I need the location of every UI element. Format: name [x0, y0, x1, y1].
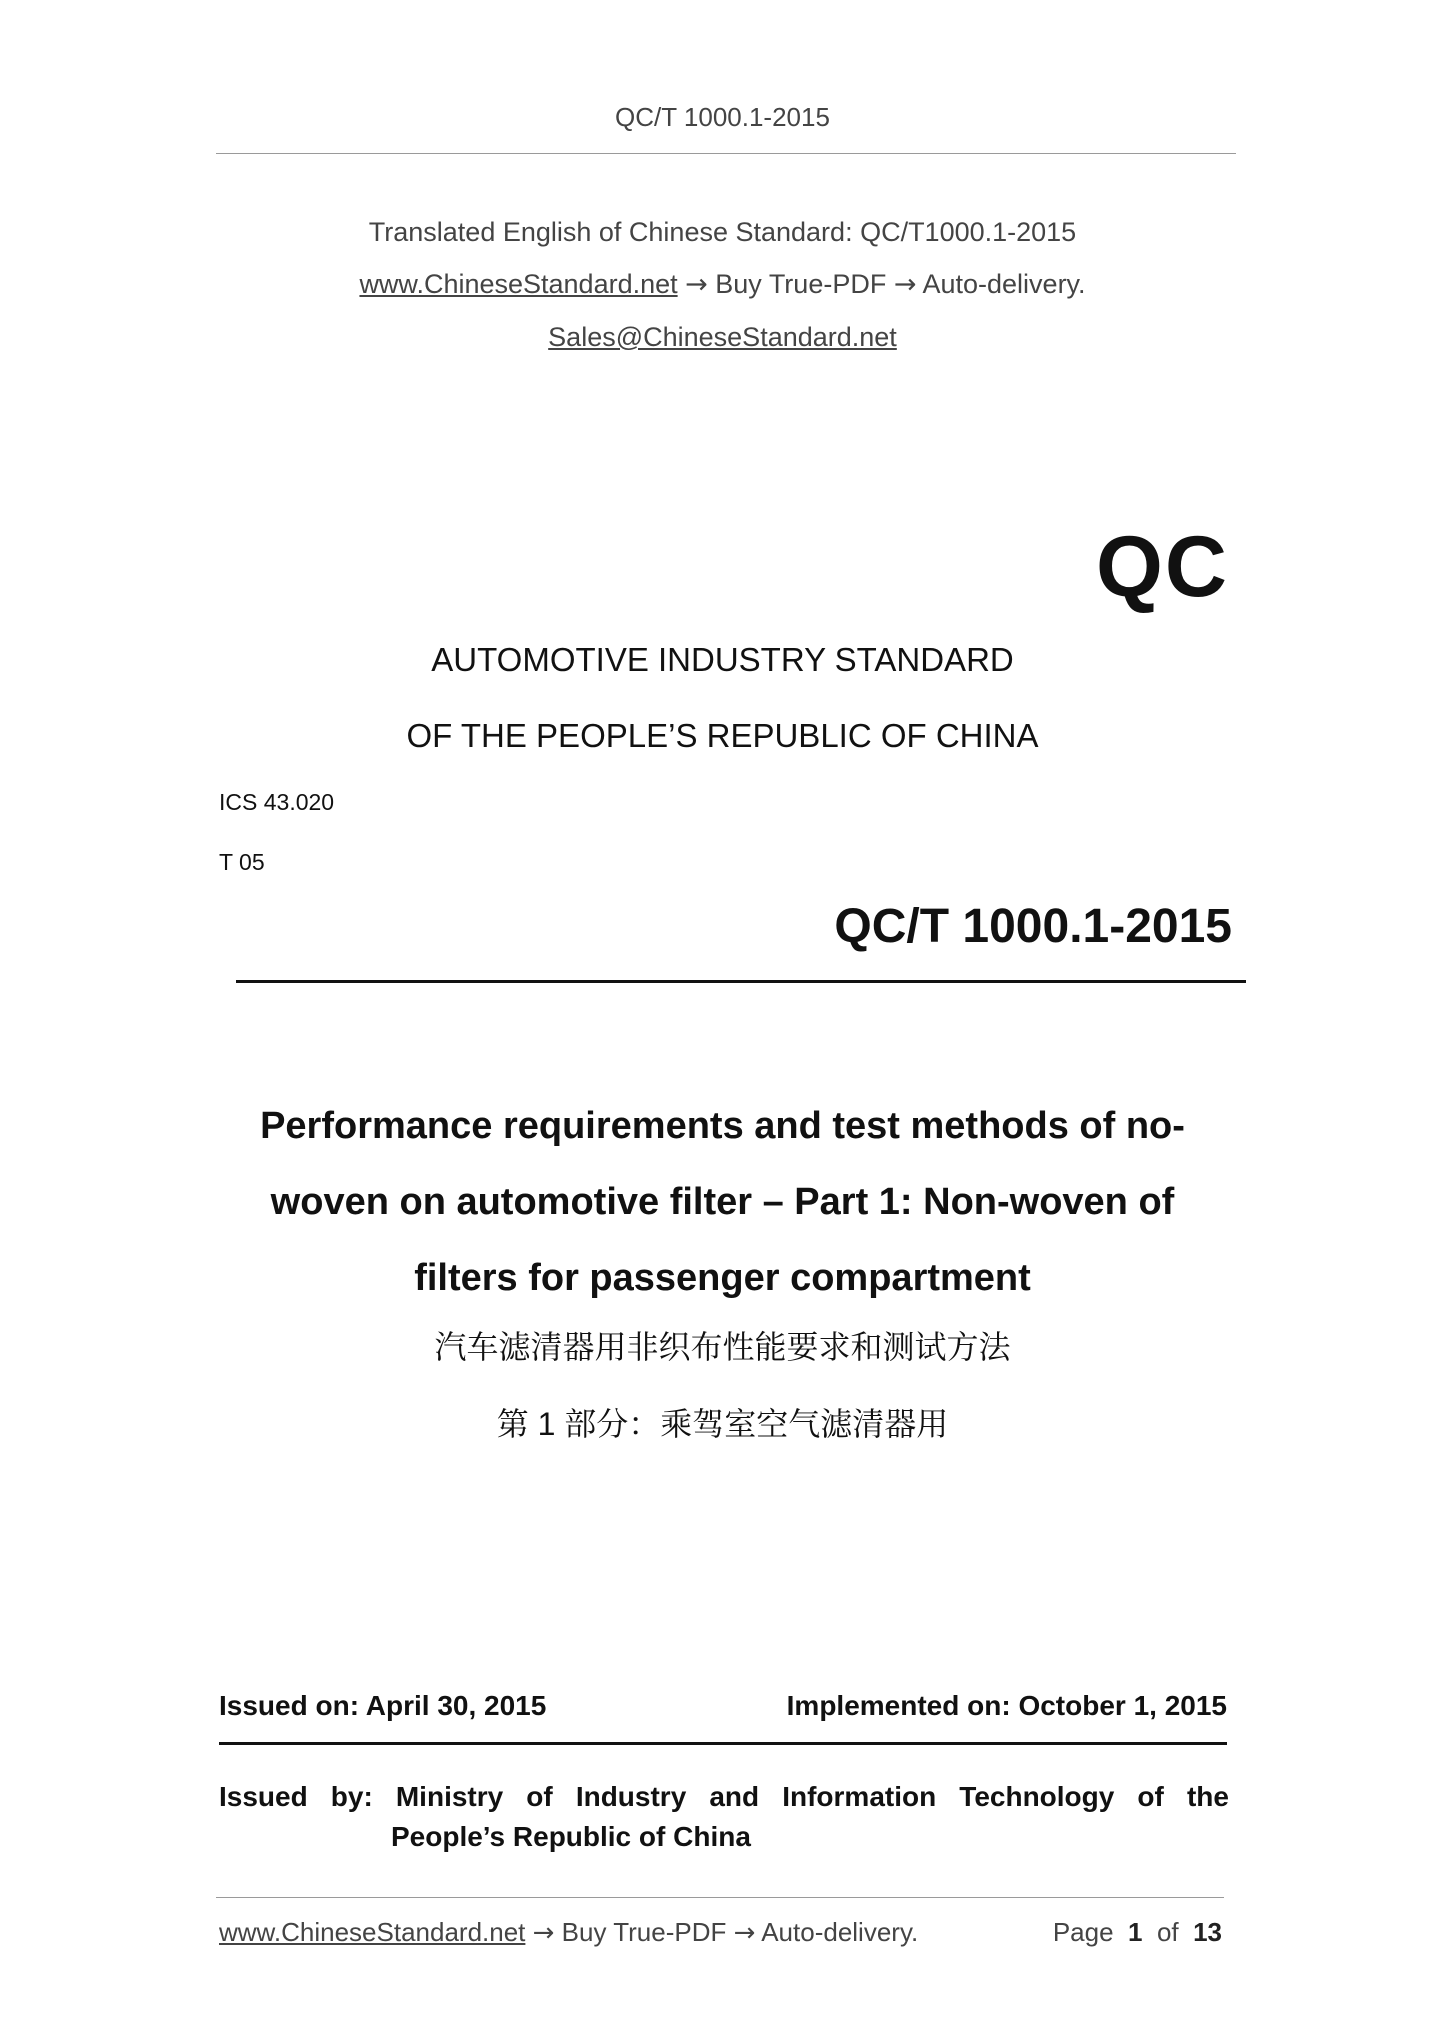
title-line-1: Performance requirements and test methods of no-	[260, 1105, 1185, 1147]
chinese-title-2: 第 1 部分：乘驾室空气滤清器用	[496, 1406, 949, 1442]
word: Industry	[575, 1781, 687, 1812]
implemented-date: Implemented on: October 1, 2015	[786, 1690, 1227, 1721]
translation-note: Translated English of Chinese Standard: QC/T1000.1-2015	[368, 217, 1077, 247]
header-divider	[216, 153, 1236, 154]
footer-divider	[216, 1897, 1224, 1898]
arrow-right-icon: →	[532, 1918, 555, 1948]
footer-site-link[interactable]: www.ChineseStandard.net	[219, 1917, 526, 1947]
arrow-right-icon: →	[893, 269, 917, 300]
footer-delivery-text: Auto-delivery.	[761, 1917, 919, 1947]
running-header: QC/T 1000.1-2015	[615, 102, 830, 132]
dates-divider	[219, 1742, 1227, 1745]
footer-purchase-line	[219, 1917, 918, 1948]
word: the	[1186, 1781, 1229, 1812]
arrow-right-icon: →	[733, 1918, 756, 1948]
delivery-text: Auto-delivery.	[922, 269, 1086, 299]
buy-text: Buy True-PDF	[715, 269, 887, 299]
chinese-title-1: 汽车滤清器用非织布性能要求和测试方法	[434, 1329, 1011, 1365]
page-indicator	[1053, 1917, 1222, 1948]
sales-email-link[interactable]: Sales@ChineseStandard.net	[548, 322, 897, 352]
code-divider	[236, 980, 1246, 983]
page-total: 13	[1193, 1917, 1222, 1947]
word: and	[709, 1781, 760, 1812]
authority-line-1: AUTOMOTIVE INDUSTRY STANDARD	[431, 641, 1014, 678]
of-label: of	[1156, 1917, 1179, 1947]
ics-code: ICS 43.020	[219, 789, 335, 815]
word: of	[1137, 1781, 1164, 1812]
word: Ministry	[395, 1781, 504, 1812]
word: Technology	[959, 1781, 1115, 1812]
issued-by-line-1	[219, 1777, 1229, 1817]
email-line	[0, 322, 1445, 353]
issued-by-line-2: People’s Republic of China	[391, 1821, 751, 1852]
page-label: Page	[1052, 1917, 1114, 1947]
footer-buy-text: Buy True-PDF	[561, 1917, 727, 1947]
site-link[interactable]: www.ChineseStandard.net	[359, 269, 678, 299]
page-number: 1	[1128, 1917, 1143, 1947]
standard-code: QC/T 1000.1-2015	[834, 900, 1232, 953]
document-title	[220, 1088, 1225, 1316]
word: Issued	[219, 1781, 308, 1812]
word: by:	[330, 1781, 373, 1812]
arrow-right-icon: →	[685, 269, 708, 300]
word: Information	[782, 1781, 937, 1812]
word: of	[526, 1781, 553, 1812]
standard-logo: QC	[1096, 519, 1229, 615]
purchase-line	[0, 269, 1445, 300]
issuing-authority	[219, 1777, 1229, 1857]
issued-date: Issued on: April 30, 2015	[219, 1690, 547, 1721]
title-line-2: woven on automotive filter – Part 1: Non-woven of	[270, 1181, 1175, 1223]
ccs-code: T 05	[219, 849, 265, 875]
authority-line-2: OF THE PEOPLE’S REPUBLIC OF CHINA	[406, 717, 1039, 754]
title-line-3: filters for passenger compartment	[414, 1257, 1031, 1299]
